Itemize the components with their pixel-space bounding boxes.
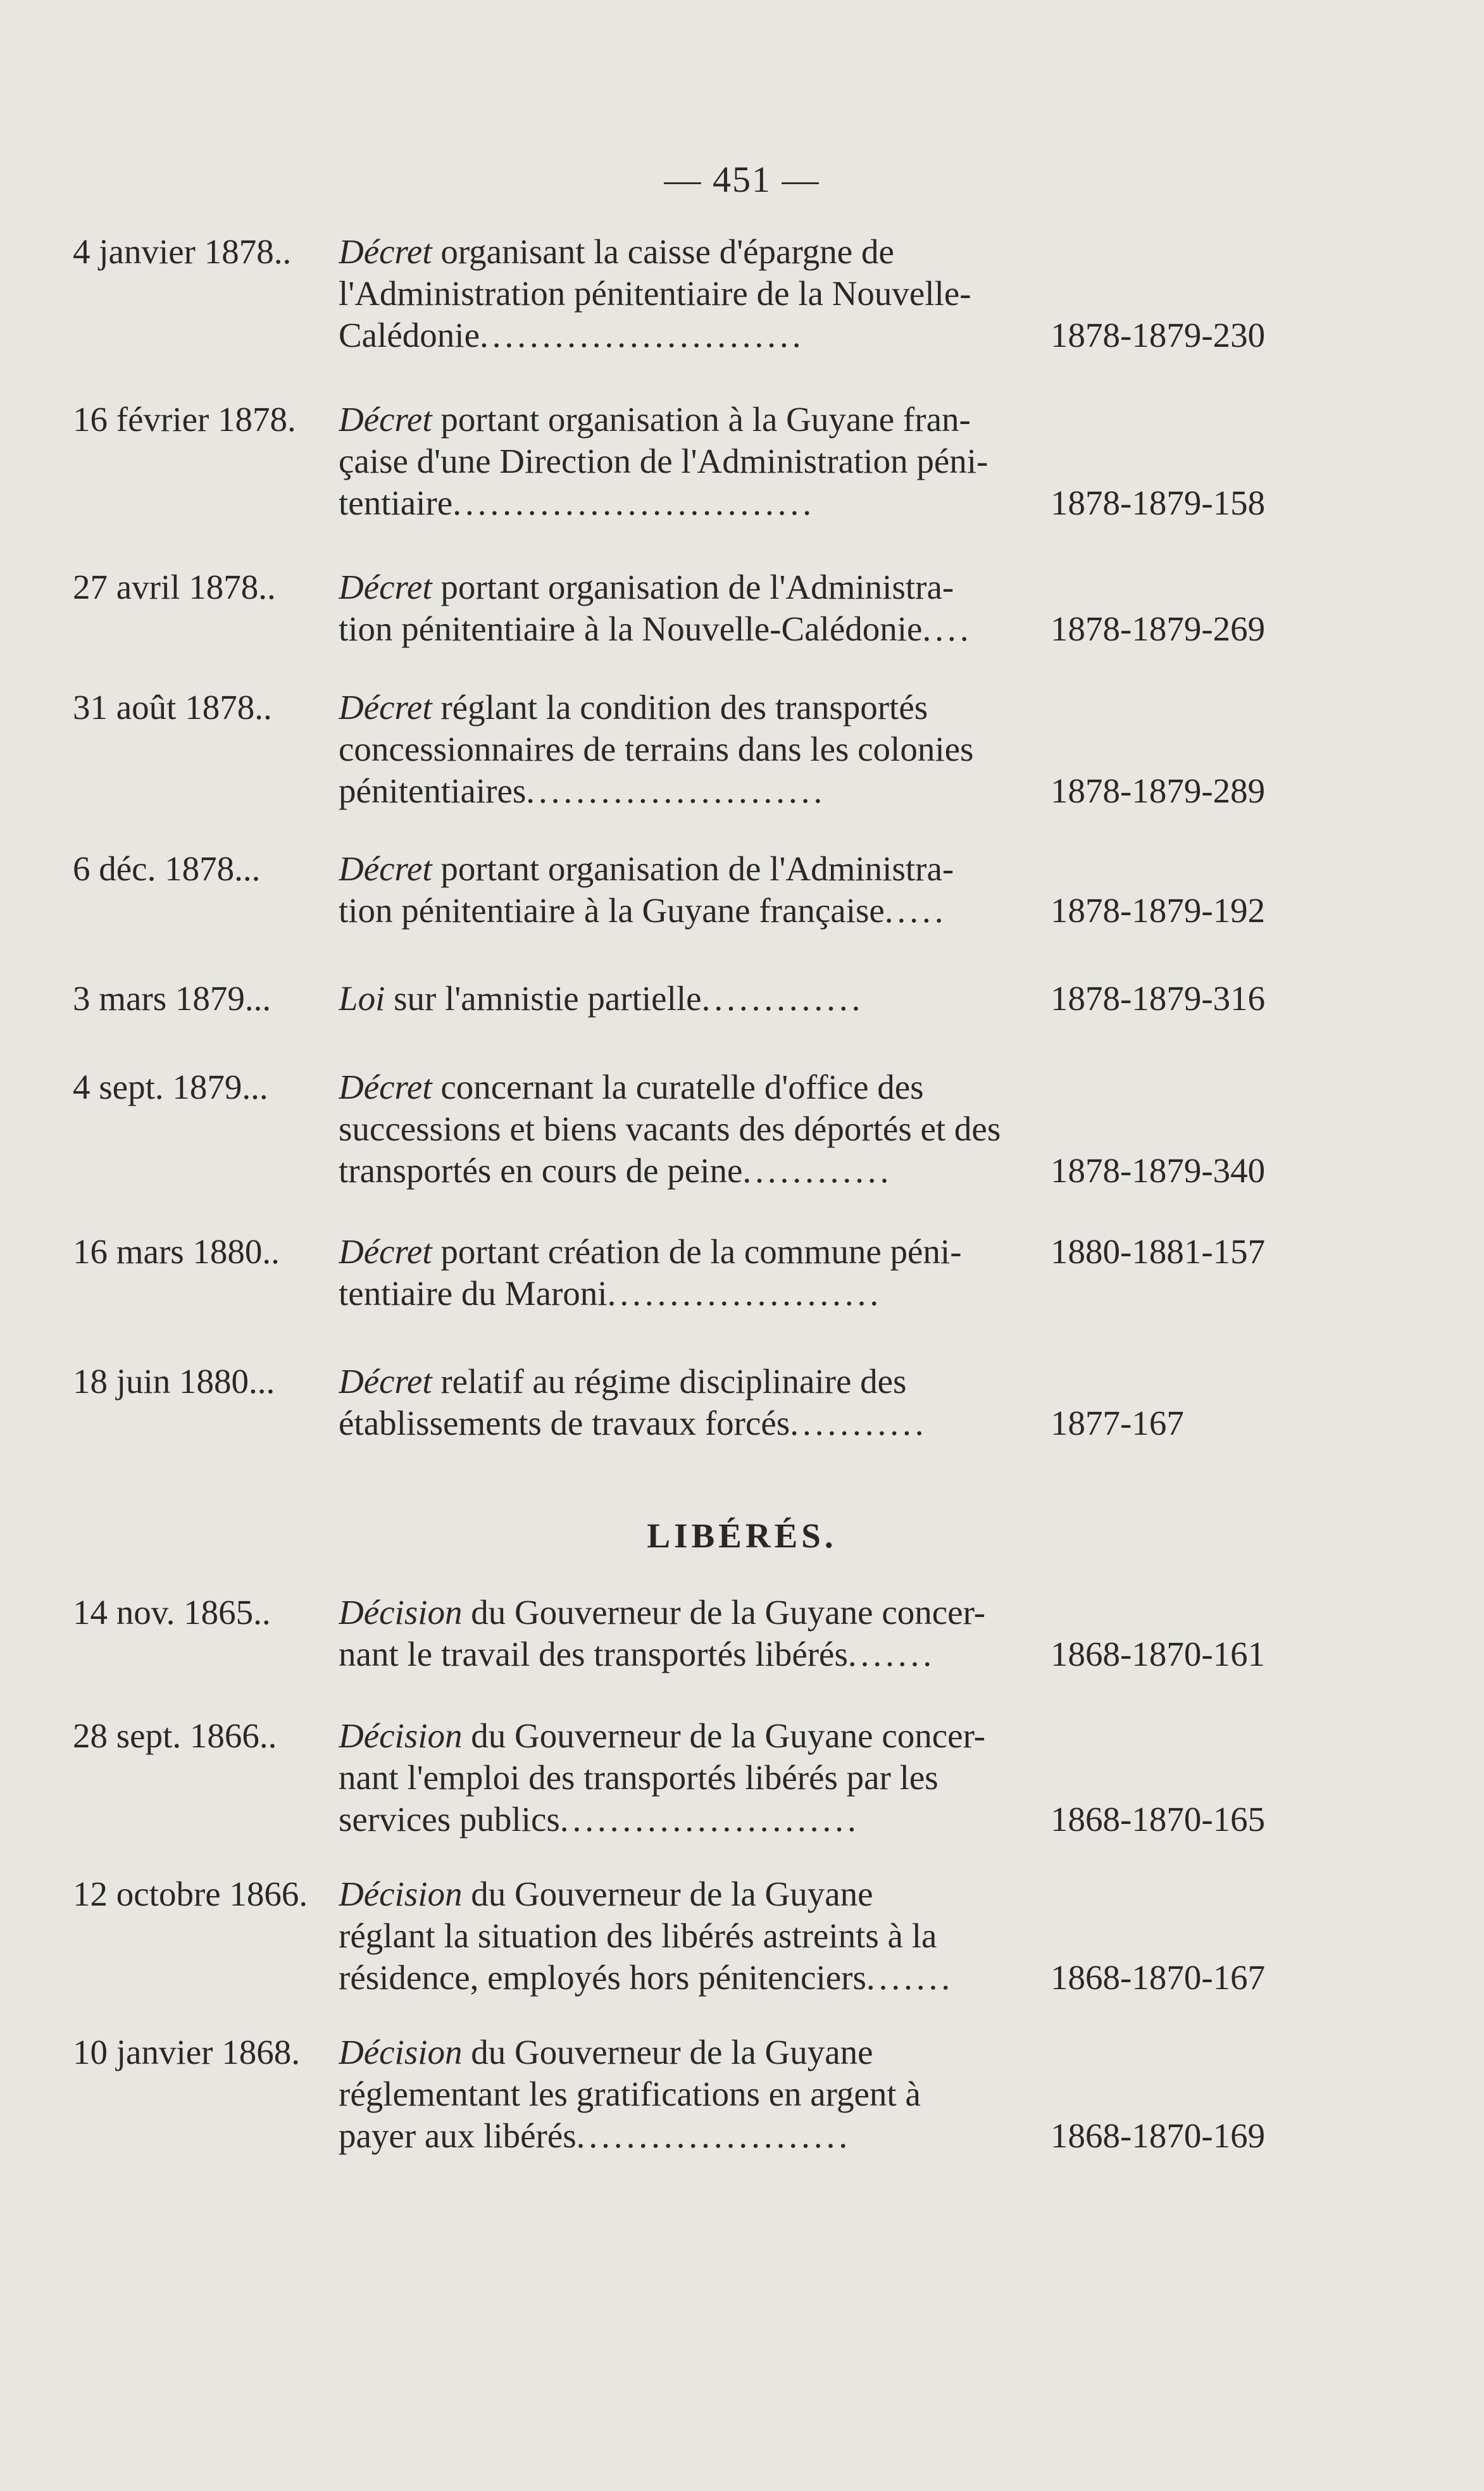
entry-reference: 1877-167 <box>1051 1404 1184 1442</box>
entry-reference: 1878-1879-340 <box>1051 1151 1266 1190</box>
entry-line: sur l'amnistie partielle <box>394 979 702 1018</box>
entry-line: tion pénitentiaire à la Guyane française <box>339 891 885 930</box>
entry-type: Décret <box>339 400 432 439</box>
entry-reference: 1868-1870-161 <box>1051 1635 1266 1673</box>
entry-description <box>339 1361 1035 1444</box>
entry-date: 14 nov. 1865.. <box>73 1593 271 1632</box>
entry-date: 6 déc. 1878... <box>73 849 261 888</box>
entry-line: payer aux libérés <box>339 2116 577 2155</box>
entry-line: réglant la situation des libérés astreints à la <box>339 1916 937 1955</box>
leader-dots: ....... <box>866 1958 954 1997</box>
leader-dots: ....... <box>847 1635 936 1673</box>
entry-description <box>339 2032 1035 2157</box>
entry-date: 27 avril 1878.. <box>73 568 276 606</box>
entry-date: 28 sept. 1866.. <box>73 1716 277 1755</box>
entry-date: 10 janvier 1868. <box>73 2033 300 2071</box>
entry-line: tion pénitentiaire à la Nouvelle-Calédonie <box>339 609 923 648</box>
entry-line: du Gouverneur de la Guyane concer- <box>471 1593 986 1632</box>
entry-line: portant organisation de l'Administra- <box>440 849 954 888</box>
entry-line: réglant la condition des transportés <box>440 688 928 727</box>
entry-line: tentiaire <box>339 484 453 522</box>
entry-date: 3 mars 1879... <box>73 979 271 1018</box>
entry-reference: 1878-1879-269 <box>1051 609 1266 648</box>
entry-reference: 1868-1870-169 <box>1051 2116 1266 2155</box>
entry-reference: 1878-1879-316 <box>1051 979 1266 1018</box>
leader-dots: .......................... <box>479 316 805 354</box>
leader-dots: ............................. <box>452 484 815 522</box>
entry-line: concessionnaires de terrains dans les colonies <box>339 730 974 768</box>
entry-reference: 1878-1879-289 <box>1051 771 1266 810</box>
entry-date: 16 mars 1880.. <box>73 1232 280 1271</box>
entry-line: pénitentiaires <box>339 771 527 810</box>
entry-reference: 1878-1879-230 <box>1051 316 1266 354</box>
entry-description <box>339 687 1035 812</box>
entry-type: Décret <box>339 232 432 271</box>
leader-dots: ...................... <box>576 2116 852 2155</box>
entry-line: Calédonie <box>339 316 480 354</box>
entry-line: du Gouverneur de la Guyane concer- <box>471 1716 986 1755</box>
entry-reference: 1878-1879-158 <box>1051 484 1266 522</box>
entry-type: Décret <box>339 1362 432 1401</box>
entry-line: du Gouverneur de la Guyane <box>471 2033 873 2071</box>
entry-type: Décret <box>339 849 432 888</box>
entry-date: 18 juin 1880... <box>73 1362 275 1401</box>
entry-line: résidence, employés hors pénitenciers <box>339 1958 866 1997</box>
entry-date: 31 août 1878.. <box>73 688 272 727</box>
entry-line: portant organisation à la Guyane fran- <box>440 400 971 439</box>
entry-type: Décision <box>339 2033 463 2071</box>
entry-type: Décision <box>339 1716 463 1755</box>
entry-line: réglementant les gratifications en argent à <box>339 2075 921 2113</box>
entry-type: Loi <box>339 979 385 1018</box>
entry-description <box>339 1231 1035 1314</box>
entry-description <box>339 1715 1035 1840</box>
entry-date: 4 janvier 1878.. <box>73 232 292 271</box>
leader-dots: ...................... <box>607 1274 883 1313</box>
entry-line: successions et biens vacants des déportés et des <box>339 1109 1001 1148</box>
entry-description <box>339 399 1035 524</box>
entry-reference: 1868-1870-165 <box>1051 1800 1266 1839</box>
page-number: — 451 — <box>664 159 820 200</box>
leader-dots: .... <box>922 609 973 648</box>
entry-date: 12 octobre 1866. <box>73 1875 308 1913</box>
entry-description <box>339 978 1035 1020</box>
entry-date: 4 sept. 1879... <box>73 1068 268 1106</box>
leader-dots: ........................ <box>526 771 826 810</box>
leader-dots: ........................ <box>559 1800 860 1839</box>
entry-date: 16 février 1878. <box>73 400 296 439</box>
entry-description <box>339 1066 1035 1192</box>
entry-description <box>339 1873 1035 1999</box>
entry-line: concernant la curatelle d'office des <box>440 1068 924 1106</box>
entry-reference: 1868-1870-167 <box>1051 1958 1266 1997</box>
entry-type: Décret <box>339 568 432 606</box>
entry-line: nant l'emploi des transportés libérés par les <box>339 1758 938 1797</box>
entry-line: établissements de travaux forcés <box>339 1404 790 1442</box>
entry-type: Décret <box>339 1232 432 1271</box>
leader-dots: ..... <box>884 891 947 930</box>
entry-line: tentiaire du Maroni <box>339 1274 608 1313</box>
entry-line: nant le travail des transportés libérés <box>339 1635 848 1673</box>
entry-description <box>339 566 1035 650</box>
section-title: LIBÉRÉS. <box>647 1516 837 1555</box>
entry-reference: 1880-1881-157 <box>1051 1232 1266 1271</box>
entry-description <box>339 848 1035 932</box>
entry-type: Décret <box>339 688 432 727</box>
entry-line: l'Administration pénitentiaire de la Nouvelle- <box>339 274 971 313</box>
entry-line: du Gouverneur de la Guyane <box>471 1875 873 1913</box>
entry-line: portant création de la commune péni- <box>440 1232 962 1271</box>
leader-dots: ............ <box>742 1151 893 1190</box>
entry-type: Décision <box>339 1593 463 1632</box>
entry-type: Décision <box>339 1875 463 1913</box>
entry-line: transportés en cours de peine <box>339 1151 743 1190</box>
entry-description <box>339 1592 1035 1675</box>
entry-description <box>339 231 1035 356</box>
entry-line: relatif au régime disciplinaire des <box>440 1362 907 1401</box>
leader-dots: ........... <box>790 1404 928 1442</box>
entry-type: Décret <box>339 1068 432 1106</box>
leader-dots: ............. <box>701 979 864 1018</box>
entry-line: services publics <box>339 1800 560 1839</box>
entry-line: portant organisation de l'Administra- <box>440 568 954 606</box>
entry-reference: 1878-1879-192 <box>1051 891 1266 930</box>
entry-line: çaise d'une Direction de l'Administration péni- <box>339 442 988 480</box>
entry-line: organisant la caisse d'épargne de <box>440 232 894 271</box>
